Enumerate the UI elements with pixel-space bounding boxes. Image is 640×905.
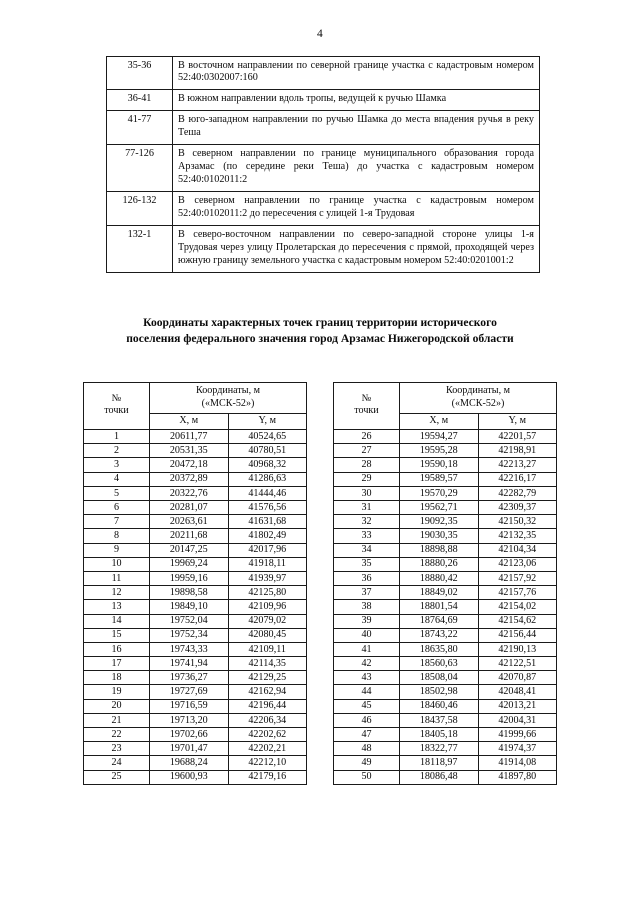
y-value-cell: 42162,94 (228, 685, 307, 699)
x-value-cell: 18508,04 (400, 671, 479, 685)
header-x: X, м (400, 414, 479, 430)
x-value-cell: 19589,57 (400, 472, 479, 486)
point-number-cell: 48 (334, 742, 400, 756)
x-value-cell: 20372,89 (150, 472, 229, 486)
point-number-cell: 1 (84, 430, 150, 444)
point-number-cell: 23 (84, 742, 150, 756)
x-value-cell: 18086,48 (400, 770, 479, 784)
x-value-cell: 18118,97 (400, 756, 479, 770)
point-number-cell: 25 (84, 770, 150, 784)
x-value-cell: 20531,35 (150, 444, 229, 458)
table-row (334, 628, 557, 642)
table-row (84, 458, 307, 472)
y-value-cell: 42216,17 (478, 472, 557, 486)
x-value-cell: 18502,98 (400, 685, 479, 699)
section-title (0, 273, 640, 348)
segment-cell: 126-132 (107, 192, 173, 226)
y-value-cell: 42157,76 (478, 586, 557, 600)
point-number-cell: 5 (84, 486, 150, 500)
y-value-cell: 41914,08 (478, 756, 557, 770)
x-value-cell: 19713,20 (150, 713, 229, 727)
y-value-cell: 42080,45 (228, 628, 307, 642)
x-value-cell: 19727,69 (150, 685, 229, 699)
table-row (84, 728, 307, 742)
x-value-cell: 18437,58 (400, 713, 479, 727)
x-value-cell: 19752,34 (150, 628, 229, 642)
x-value-cell: 19716,59 (150, 699, 229, 713)
table-row (84, 642, 307, 656)
table-row (84, 515, 307, 529)
table-row (334, 529, 557, 543)
y-value-cell: 41286,63 (228, 472, 307, 486)
x-value-cell: 20322,76 (150, 486, 229, 500)
y-value-cell: 41444,46 (228, 486, 307, 500)
y-value-cell: 42125,80 (228, 586, 307, 600)
point-number-cell: 45 (334, 699, 400, 713)
point-number-cell: 32 (334, 515, 400, 529)
point-number-cell: 50 (334, 770, 400, 784)
y-value-cell: 42109,11 (228, 642, 307, 656)
y-value-cell: 42206,34 (228, 713, 307, 727)
coordinate-table-left-body (84, 430, 307, 785)
description-cell: В северо-восточном направлении по северо-западной стороне улицы 1-я Трудовая через улицу Пролетарская до пересечения с прямой, проходящей через южную границу земельного участка с кадастровым номером 52:40:0201001:2 (173, 226, 540, 273)
y-value-cell: 42109,96 (228, 600, 307, 614)
y-value-cell: 41939,97 (228, 571, 307, 585)
header-point-number (84, 382, 150, 429)
table-row (334, 486, 557, 500)
table-row (334, 501, 557, 515)
y-value-cell: 42212,10 (228, 756, 307, 770)
table-row (334, 600, 557, 614)
y-value-cell: 42070,87 (478, 671, 557, 685)
y-value-cell: 42004,31 (478, 713, 557, 727)
segment-cell: 41-77 (107, 111, 173, 145)
header-x: X, м (150, 414, 229, 430)
point-number-cell: 10 (84, 557, 150, 571)
point-number-cell: 29 (334, 472, 400, 486)
table-row (84, 486, 307, 500)
point-number-cell: 17 (84, 657, 150, 671)
x-value-cell: 19030,35 (400, 529, 479, 543)
table-row (84, 628, 307, 642)
y-value-cell: 42122,51 (478, 657, 557, 671)
point-number-cell: 3 (84, 458, 150, 472)
description-cell: В северном направлении по границе муниципального образования города Арзамас (по середине реки Теша) до участка с кадастровым номером 52:40:0102011:2 (173, 145, 540, 192)
table-row (334, 444, 557, 458)
x-value-cell: 18764,69 (400, 614, 479, 628)
x-value-cell: 19570,29 (400, 486, 479, 500)
section-title-line-1: Координаты характерных точек границ территории исторического (143, 315, 497, 329)
point-number-cell: 8 (84, 529, 150, 543)
x-value-cell: 19688,24 (150, 756, 229, 770)
x-value-cell: 20211,68 (150, 529, 229, 543)
x-value-cell: 19959,16 (150, 571, 229, 585)
x-value-cell: 18801,54 (400, 600, 479, 614)
x-value-cell: 19898,58 (150, 586, 229, 600)
y-value-cell: 42198,91 (478, 444, 557, 458)
point-number-cell: 40 (334, 628, 400, 642)
table-row (334, 671, 557, 685)
y-value-cell: 42213,27 (478, 458, 557, 472)
x-value-cell: 18898,88 (400, 543, 479, 557)
segment-cell: 36-41 (107, 90, 173, 111)
y-value-cell: 42202,62 (228, 728, 307, 742)
coordinate-table-left (83, 382, 307, 785)
y-value-cell: 42114,35 (228, 657, 307, 671)
table-row (334, 515, 557, 529)
table-row (334, 642, 557, 656)
x-value-cell: 19849,10 (150, 600, 229, 614)
point-number-cell: 43 (334, 671, 400, 685)
y-value-cell: 41576,56 (228, 501, 307, 515)
x-value-cell: 19600,93 (150, 770, 229, 784)
header-coordinates-line-2: («МСК-52») (201, 397, 255, 409)
table-row (84, 685, 307, 699)
y-value-cell: 41999,66 (478, 728, 557, 742)
point-number-cell: 20 (84, 699, 150, 713)
x-value-cell: 19701,47 (150, 742, 229, 756)
point-number-cell: 41 (334, 642, 400, 656)
y-value-cell: 42309,37 (478, 501, 557, 515)
table-row (84, 586, 307, 600)
x-value-cell: 19092,35 (400, 515, 479, 529)
table-row (334, 571, 557, 585)
description-cell: В южном направлении вдоль тропы, ведущей к ручью Шамка (173, 90, 540, 111)
header-point-number (334, 382, 400, 429)
header-y: Y, м (478, 414, 557, 430)
header-coordinates (400, 382, 557, 413)
table-row (334, 685, 557, 699)
y-value-cell: 42123,06 (478, 557, 557, 571)
x-value-cell: 19562,71 (400, 501, 479, 515)
table-row (84, 501, 307, 515)
table-row (334, 472, 557, 486)
table-row (84, 529, 307, 543)
point-number-cell: 14 (84, 614, 150, 628)
y-value-cell: 42154,02 (478, 600, 557, 614)
x-value-cell: 18635,80 (400, 642, 479, 656)
table-row (84, 430, 307, 444)
y-value-cell: 42079,02 (228, 614, 307, 628)
table-row (84, 657, 307, 671)
table-row (107, 192, 540, 226)
x-value-cell: 19741,94 (150, 657, 229, 671)
y-value-cell: 42132,35 (478, 529, 557, 543)
y-value-cell: 42154,62 (478, 614, 557, 628)
point-number-cell: 4 (84, 472, 150, 486)
header-coordinates-line-2: («МСК-52») (451, 397, 505, 409)
point-number-cell: 39 (334, 614, 400, 628)
table-row (84, 614, 307, 628)
x-value-cell: 20147,25 (150, 543, 229, 557)
boundary-description-table (106, 56, 540, 273)
x-value-cell: 19702,66 (150, 728, 229, 742)
description-cell: В юго-западном направлении по ручью Шамка до места впадения ручья в реку Теша (173, 111, 540, 145)
table-row (334, 586, 557, 600)
table-row (84, 699, 307, 713)
table-row (84, 557, 307, 571)
segment-cell: 35-36 (107, 56, 173, 90)
x-value-cell: 19595,28 (400, 444, 479, 458)
point-number-cell: 12 (84, 586, 150, 600)
coordinate-table-right-body (334, 430, 557, 785)
table-row (334, 742, 557, 756)
table-row (107, 145, 540, 192)
table-row (84, 756, 307, 770)
header-coordinates-line-1: Координаты, м (445, 384, 511, 396)
table-row (334, 728, 557, 742)
table-row (334, 699, 557, 713)
point-number-cell: 34 (334, 543, 400, 557)
x-value-cell: 19594,27 (400, 430, 479, 444)
point-number-cell: 46 (334, 713, 400, 727)
point-number-cell: 15 (84, 628, 150, 642)
y-value-cell: 42048,41 (478, 685, 557, 699)
header-coordinates (150, 382, 307, 413)
y-value-cell: 42150,32 (478, 515, 557, 529)
x-value-cell: 18849,02 (400, 586, 479, 600)
table-row (84, 713, 307, 727)
x-value-cell: 20472,18 (150, 458, 229, 472)
point-number-cell: 36 (334, 571, 400, 585)
table-row (334, 430, 557, 444)
x-value-cell: 19752,04 (150, 614, 229, 628)
table-row (84, 543, 307, 557)
x-value-cell: 20263,61 (150, 515, 229, 529)
x-value-cell: 18880,26 (400, 557, 479, 571)
y-value-cell: 42196,44 (228, 699, 307, 713)
x-value-cell: 19590,18 (400, 458, 479, 472)
y-value-cell: 41802,49 (228, 529, 307, 543)
y-value-cell: 41974,37 (478, 742, 557, 756)
y-value-cell: 41897,80 (478, 770, 557, 784)
header-coordinates-line-1: Координаты, м (195, 384, 261, 396)
x-value-cell: 18743,22 (400, 628, 479, 642)
point-number-cell: 49 (334, 756, 400, 770)
header-row (84, 382, 307, 413)
point-number-cell: 13 (84, 600, 150, 614)
coordinate-table-left-head (84, 382, 307, 429)
table-row (84, 472, 307, 486)
point-number-cell: 44 (334, 685, 400, 699)
x-value-cell: 18405,18 (400, 728, 479, 742)
y-value-cell: 42017,96 (228, 543, 307, 557)
point-number-cell: 27 (334, 444, 400, 458)
point-number-cell: 26 (334, 430, 400, 444)
x-value-cell: 19736,27 (150, 671, 229, 685)
coordinate-tables-area (0, 348, 640, 785)
y-value-cell: 42202,21 (228, 742, 307, 756)
y-value-cell: 42201,57 (478, 430, 557, 444)
y-value-cell: 40780,51 (228, 444, 307, 458)
y-value-cell: 42282,79 (478, 486, 557, 500)
point-number-cell: 31 (334, 501, 400, 515)
x-value-cell: 18880,42 (400, 571, 479, 585)
header-point-number-line-2: точки (354, 405, 379, 417)
description-cell: В восточном направлении по северной границе участка с кадастровым номером 52:40:0302007:160 (173, 56, 540, 90)
point-number-cell: 6 (84, 501, 150, 515)
point-number-cell: 42 (334, 657, 400, 671)
x-value-cell: 19743,33 (150, 642, 229, 656)
y-value-cell: 40524,65 (228, 430, 307, 444)
point-number-cell: 18 (84, 671, 150, 685)
y-value-cell: 42190,13 (478, 642, 557, 656)
table-row (334, 458, 557, 472)
table-row (84, 600, 307, 614)
point-number-cell: 37 (334, 586, 400, 600)
x-value-cell: 20281,07 (150, 501, 229, 515)
y-value-cell: 42013,21 (478, 699, 557, 713)
coordinate-table-right (333, 382, 557, 785)
table-row (107, 56, 540, 90)
x-value-cell: 19969,24 (150, 557, 229, 571)
point-number-cell: 9 (84, 543, 150, 557)
y-value-cell: 41631,68 (228, 515, 307, 529)
table-row (107, 90, 540, 111)
table-row (334, 557, 557, 571)
header-point-number-line-2: точки (104, 405, 129, 417)
table-row (334, 770, 557, 784)
header-row (334, 382, 557, 413)
table-row (84, 742, 307, 756)
table-row (84, 571, 307, 585)
table-row (84, 671, 307, 685)
point-number-cell: 33 (334, 529, 400, 543)
coordinate-table-right-head (334, 382, 557, 429)
table-row (334, 713, 557, 727)
point-number-cell: 35 (334, 557, 400, 571)
y-value-cell: 42156,44 (478, 628, 557, 642)
table-row (334, 756, 557, 770)
point-number-cell: 24 (84, 756, 150, 770)
y-value-cell: 42129,25 (228, 671, 307, 685)
header-y: Y, м (228, 414, 307, 430)
x-value-cell: 20611,77 (150, 430, 229, 444)
segment-cell: 132-1 (107, 226, 173, 273)
table-row (334, 614, 557, 628)
point-number-cell: 47 (334, 728, 400, 742)
header-point-number-line-1: № (361, 392, 372, 404)
table-row (107, 111, 540, 145)
x-value-cell: 18460,46 (400, 699, 479, 713)
point-number-cell: 38 (334, 600, 400, 614)
description-cell: В северном направлении по границе участка с кадастровым номером 52:40:0102011:2 до пересечения с улицей 1-я Трудовая (173, 192, 540, 226)
page-number: 4 (317, 28, 323, 40)
point-number-cell: 21 (84, 713, 150, 727)
y-value-cell: 41918,11 (228, 557, 307, 571)
y-value-cell: 42104,34 (478, 543, 557, 557)
boundary-description-table-body (107, 56, 540, 272)
y-value-cell: 42179,16 (228, 770, 307, 784)
x-value-cell: 18322,77 (400, 742, 479, 756)
point-number-cell: 7 (84, 515, 150, 529)
y-value-cell: 40968,32 (228, 458, 307, 472)
point-number-cell: 22 (84, 728, 150, 742)
point-number-cell: 19 (84, 685, 150, 699)
table-row (107, 226, 540, 273)
boundary-description-table-wrapper (0, 41, 640, 273)
header-point-number-line-1: № (111, 392, 122, 404)
segment-cell: 77-126 (107, 145, 173, 192)
point-number-cell: 2 (84, 444, 150, 458)
table-row (334, 543, 557, 557)
table-row (334, 657, 557, 671)
y-value-cell: 42157,92 (478, 571, 557, 585)
point-number-cell: 11 (84, 571, 150, 585)
point-number-cell: 16 (84, 642, 150, 656)
section-title-line-2: поселения федерального значения город Арзамас Нижегородской области (126, 332, 514, 346)
table-row (84, 770, 307, 784)
x-value-cell: 18560,63 (400, 657, 479, 671)
point-number-cell: 30 (334, 486, 400, 500)
point-number-cell: 28 (334, 458, 400, 472)
table-row (84, 444, 307, 458)
